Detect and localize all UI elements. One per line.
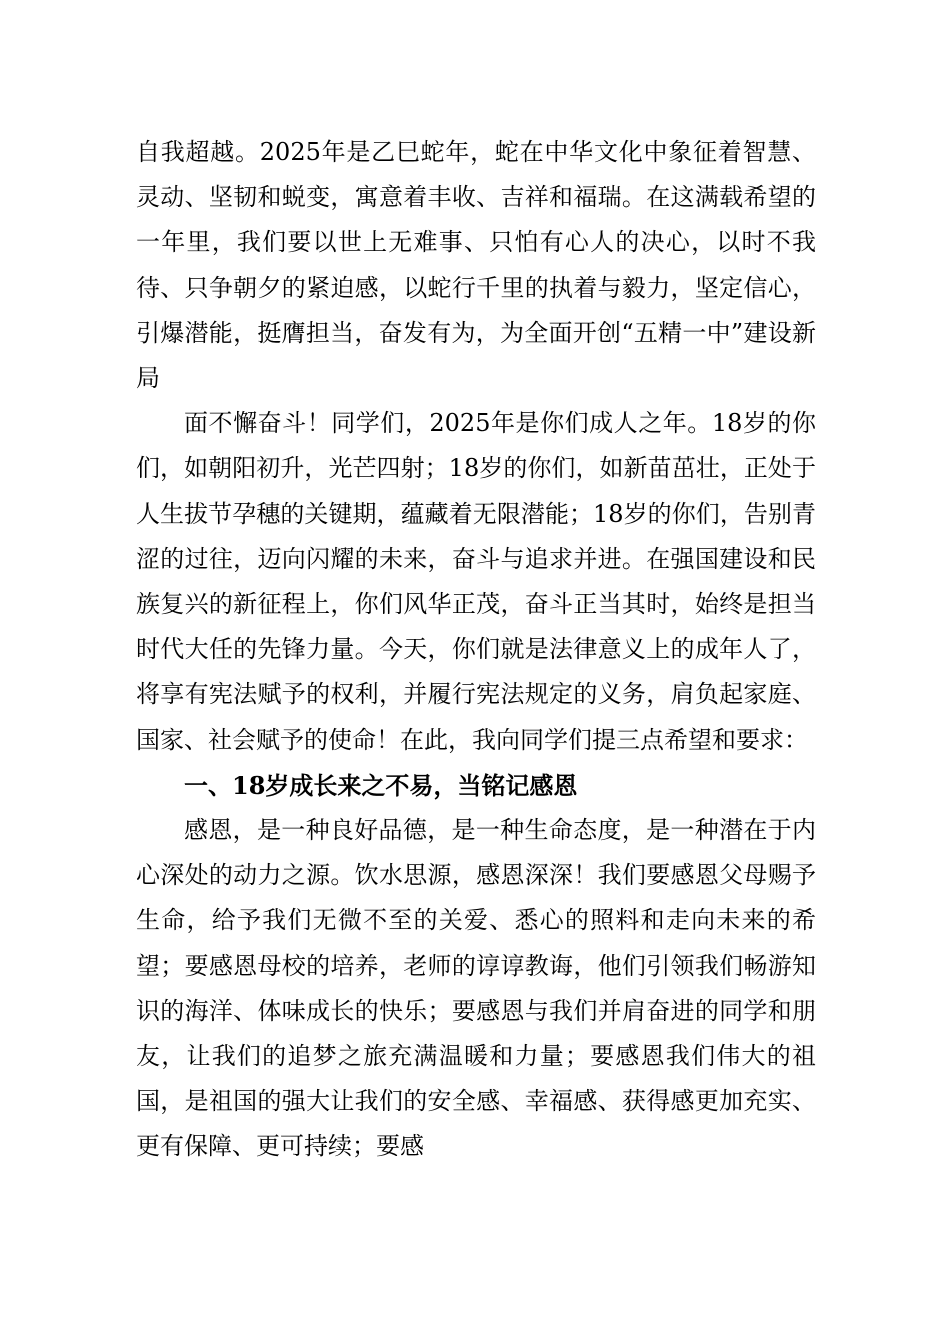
paragraph-gratitude: 感恩，是一种良好品德，是一种生命态度，是一种潜在于内心深处的动力之源。饮水思源，感恩深深！我们要感恩父母赐予生命，给予我们无微不至的关爱、悉心的照料和走向未来的希望；要感恩母校的培养，老师的谆谆教诲，他们引领我们畅游知识的海洋、体味成长的快乐；要感恩与我们并肩奋进的同学和朋友，让我们的追梦之旅充满温暖和力量；要感恩我们伟大的祖国，是祖国的强大让我们的安全感、幸福感、获得感更加充实、更有保障、更可持续；要感: [136, 816, 816, 1161]
paragraph-adulthood: 面不懈奋斗！同学们，2025年是你们成人之年。18岁的你们，如朝阳初升，光芒四射；18岁的你们，如新苗茁壮，正处于人生拔节孕穗的关键期，蕴藏着无限潜能；18岁的你们，告别青涩的过往，迈向闪耀的未来，奋斗与追求并进。在强国建设和民族复兴的新征程上，你们风华正茂，奋斗正当其时，始终是担当时代大任的先锋力量。今天，你们就是法律意义上的成年人了，将享有宪法赋予的权利，并履行宪法规定的义务，肩负起家庭、国家、社会赋予的使命！在此，我向同学们提三点希望和要求：: [136, 409, 816, 754]
paragraph-continuation: 自我超越。2025年是乙巳蛇年，蛇在中华文化中象征着智慧、灵动、坚韧和蜕变，寓意着丰收、吉祥和福瑞。在这满载希望的一年里，我们要以世上无难事、只怕有心人的决心，以时不我待、只争朝夕的紧迫感，以蛇行千里的执着与毅力，坚定信心，引爆潜能，挺膺担当，奋发有为，为全面开创“五精一中”建设新局: [136, 138, 816, 393]
section-heading-gratitude: 一、18岁成长来之不易，当铭记感恩: [184, 770, 578, 800]
document-body: [136, 130, 816, 1170]
